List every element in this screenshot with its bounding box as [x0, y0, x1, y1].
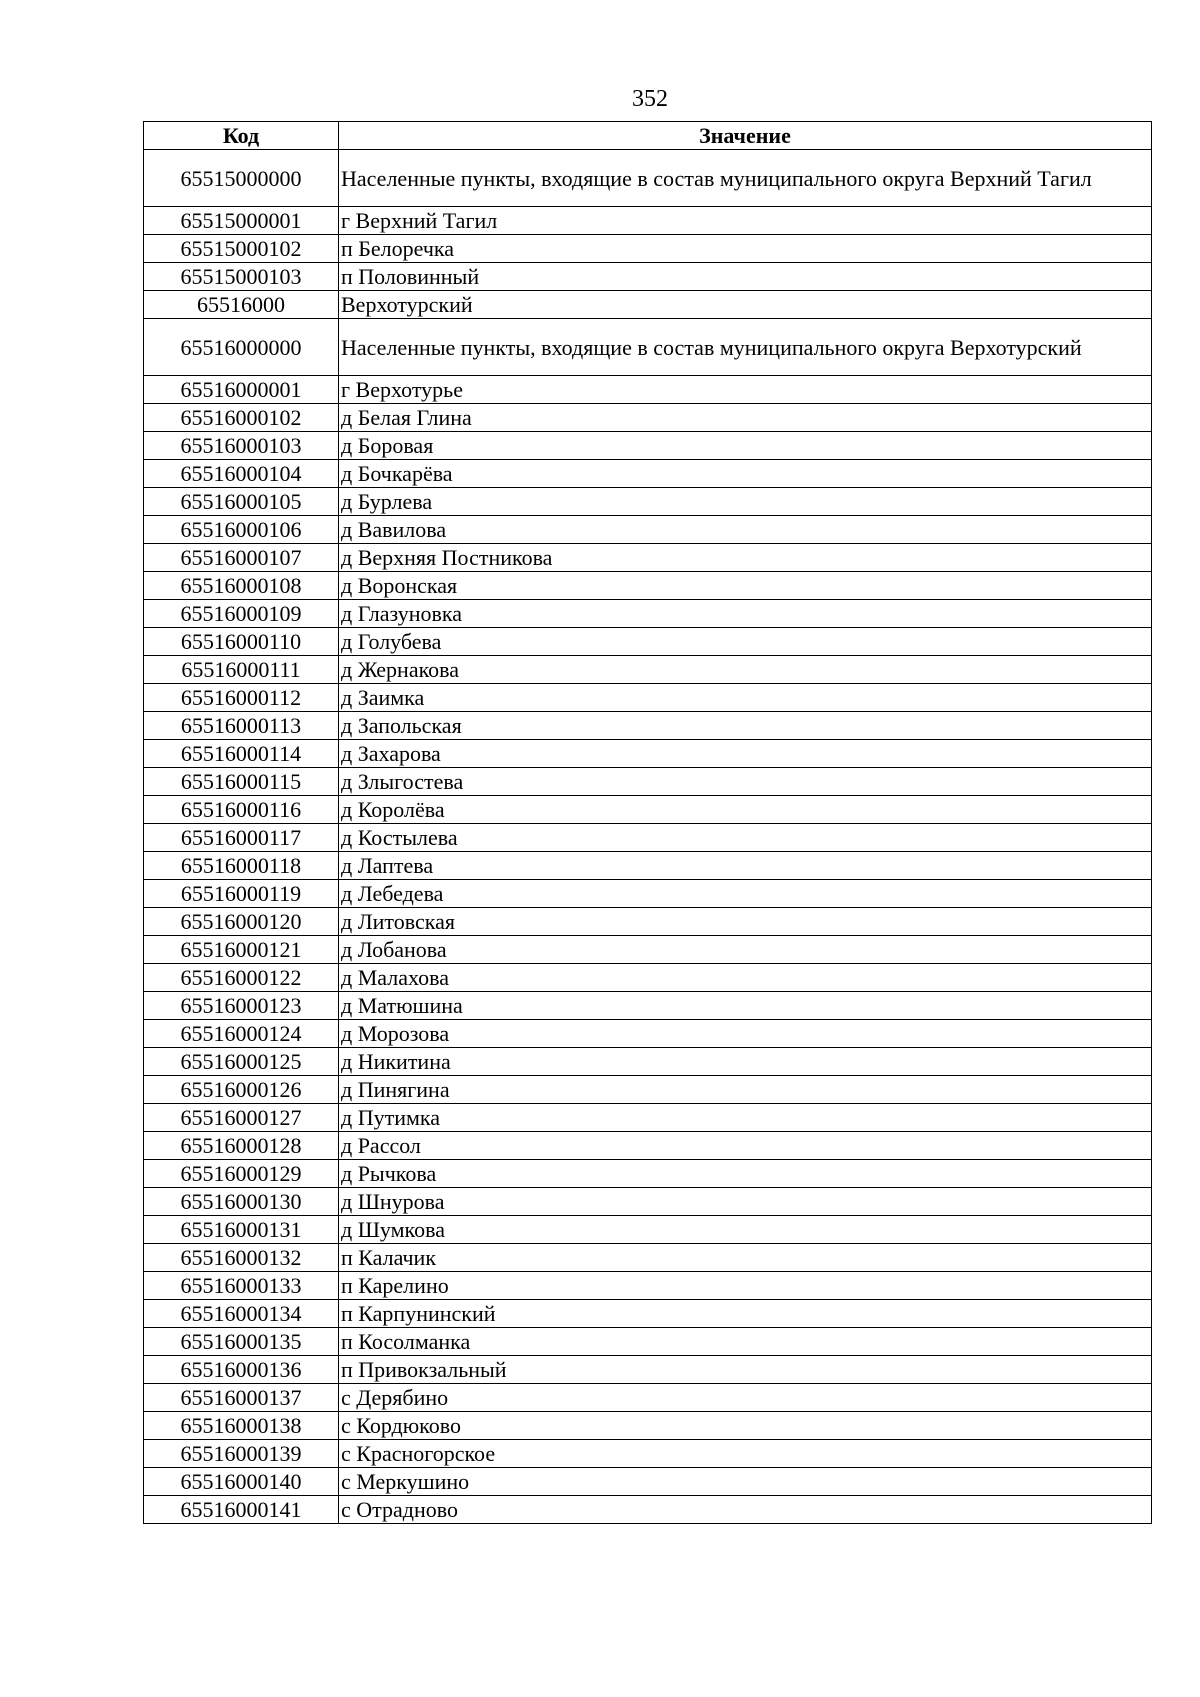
cell-code: 65516000121	[144, 936, 339, 964]
cell-code: 65516000112	[144, 684, 339, 712]
table-row	[144, 572, 1152, 600]
cell-value: д Бурлева	[339, 488, 1152, 516]
cell-value: г Верхний Тагил	[339, 207, 1152, 235]
cell-value: с Красногорское	[339, 1440, 1152, 1468]
cell-value: с Кордюково	[339, 1412, 1152, 1440]
cell-code: 65516000108	[144, 572, 339, 600]
cell-code: 65515000102	[144, 235, 339, 263]
cell-value: д Рычкова	[339, 1160, 1152, 1188]
table-row	[144, 1188, 1152, 1216]
table-row	[144, 319, 1152, 376]
column-header-code: Код	[144, 122, 339, 150]
table-row	[144, 1468, 1152, 1496]
cell-value: д Лобанова	[339, 936, 1152, 964]
table-row	[144, 460, 1152, 488]
table-row	[144, 1496, 1152, 1524]
column-header-value: Значение	[339, 122, 1152, 150]
cell-code: 65516000124	[144, 1020, 339, 1048]
table-row	[144, 936, 1152, 964]
cell-value: Верхотурский	[339, 291, 1152, 319]
cell-value: д Литовская	[339, 908, 1152, 936]
table-row	[144, 404, 1152, 432]
cell-code: 65516000123	[144, 992, 339, 1020]
cell-code: 65516000135	[144, 1328, 339, 1356]
cell-code: 65515000001	[144, 207, 339, 235]
cell-value: д Малахова	[339, 964, 1152, 992]
cell-value: д Заимка	[339, 684, 1152, 712]
cell-value: д Лебедева	[339, 880, 1152, 908]
table-row	[144, 1244, 1152, 1272]
cell-code: 65516000128	[144, 1132, 339, 1160]
cell-code: 65516000115	[144, 768, 339, 796]
cell-code: 65516000109	[144, 600, 339, 628]
cell-code: 65516000139	[144, 1440, 339, 1468]
table-row	[144, 1216, 1152, 1244]
table-header-row	[144, 122, 1152, 150]
cell-value: д Захарова	[339, 740, 1152, 768]
table-row	[144, 235, 1152, 263]
cell-value: п Карелино	[339, 1272, 1152, 1300]
cell-code: 65516000107	[144, 544, 339, 572]
cell-code: 65516000136	[144, 1356, 339, 1384]
cell-value: д Рассол	[339, 1132, 1152, 1160]
cell-value: д Матюшина	[339, 992, 1152, 1020]
cell-code: 65516000113	[144, 712, 339, 740]
cell-code: 65516000000	[144, 319, 339, 376]
table-row	[144, 1132, 1152, 1160]
cell-value: д Жернакова	[339, 656, 1152, 684]
cell-value: п Привокзальный	[339, 1356, 1152, 1384]
table-row	[144, 1356, 1152, 1384]
cell-code: 65516000134	[144, 1300, 339, 1328]
cell-value: д Воронская	[339, 572, 1152, 600]
cell-value: п Половинный	[339, 263, 1152, 291]
cell-code: 65516000141	[144, 1496, 339, 1524]
cell-value: д Белая Глина	[339, 404, 1152, 432]
table-row	[144, 1020, 1152, 1048]
cell-value: д Голубева	[339, 628, 1152, 656]
table-row	[144, 656, 1152, 684]
table-row	[144, 964, 1152, 992]
cell-code: 65515000103	[144, 263, 339, 291]
table-row	[144, 1412, 1152, 1440]
table-row	[144, 1440, 1152, 1468]
table-row	[144, 1104, 1152, 1132]
table-row	[144, 1384, 1152, 1412]
table-row	[144, 880, 1152, 908]
cell-code: 65516000127	[144, 1104, 339, 1132]
table-row	[144, 796, 1152, 824]
cell-code: 65516000125	[144, 1048, 339, 1076]
cell-code: 65515000000	[144, 150, 339, 207]
cell-value: Населенные пункты, входящие в состав муниципального округа Верхний Тагил	[339, 150, 1152, 207]
cell-value: д Пинягина	[339, 1076, 1152, 1104]
okato-table	[143, 121, 1152, 1524]
cell-value: д Шнурова	[339, 1188, 1152, 1216]
cell-value: п Белоречка	[339, 235, 1152, 263]
cell-value: д Злыгостева	[339, 768, 1152, 796]
cell-value: д Глазуновка	[339, 600, 1152, 628]
cell-value: Населенные пункты, входящие в состав муниципального округа Верхотурский	[339, 319, 1152, 376]
cell-code: 65516000110	[144, 628, 339, 656]
cell-value: с Отрадново	[339, 1496, 1152, 1524]
table-row	[144, 600, 1152, 628]
cell-code: 65516000137	[144, 1384, 339, 1412]
table-row	[144, 207, 1152, 235]
cell-value: д Никитина	[339, 1048, 1152, 1076]
cell-code: 65516000116	[144, 796, 339, 824]
cell-value: с Меркушино	[339, 1468, 1152, 1496]
cell-code: 65516000111	[144, 656, 339, 684]
table-row	[144, 628, 1152, 656]
cell-value: д Запольская	[339, 712, 1152, 740]
table-row	[144, 376, 1152, 404]
table-row	[144, 684, 1152, 712]
cell-code: 65516000105	[144, 488, 339, 516]
cell-code: 65516000122	[144, 964, 339, 992]
cell-code: 65516000001	[144, 376, 339, 404]
cell-value: д Боровая	[339, 432, 1152, 460]
cell-value: с Дерябино	[339, 1384, 1152, 1412]
table-row	[144, 544, 1152, 572]
table-row	[144, 908, 1152, 936]
table-row	[144, 516, 1152, 544]
table-row	[144, 1048, 1152, 1076]
table-row	[144, 150, 1152, 207]
cell-code: 65516000	[144, 291, 339, 319]
table-row	[144, 432, 1152, 460]
cell-code: 65516000103	[144, 432, 339, 460]
table-row	[144, 1160, 1152, 1188]
table-row	[144, 1328, 1152, 1356]
cell-code: 65516000129	[144, 1160, 339, 1188]
table-row	[144, 1300, 1152, 1328]
table-row	[144, 488, 1152, 516]
cell-value: д Костылева	[339, 824, 1152, 852]
cell-value: д Лаптева	[339, 852, 1152, 880]
cell-code: 65516000118	[144, 852, 339, 880]
cell-value: п Карпунинский	[339, 1300, 1152, 1328]
table-row	[144, 291, 1152, 319]
cell-value: д Путимка	[339, 1104, 1152, 1132]
table-row	[144, 263, 1152, 291]
cell-value: д Королёва	[339, 796, 1152, 824]
cell-code: 65516000120	[144, 908, 339, 936]
cell-value: д Морозова	[339, 1020, 1152, 1048]
cell-code: 65516000138	[144, 1412, 339, 1440]
cell-code: 65516000117	[144, 824, 339, 852]
cell-code: 65516000126	[144, 1076, 339, 1104]
cell-code: 65516000102	[144, 404, 339, 432]
cell-code: 65516000133	[144, 1272, 339, 1300]
table-row	[144, 1076, 1152, 1104]
cell-code: 65516000119	[144, 880, 339, 908]
cell-value: д Шумкова	[339, 1216, 1152, 1244]
page-number: 352	[632, 86, 668, 112]
cell-code: 65516000114	[144, 740, 339, 768]
table-row	[144, 992, 1152, 1020]
table-row	[144, 852, 1152, 880]
cell-value: д Вавилова	[339, 516, 1152, 544]
table-row	[144, 824, 1152, 852]
cell-value: д Бочкарёва	[339, 460, 1152, 488]
cell-code: 65516000131	[144, 1216, 339, 1244]
cell-code: 65516000104	[144, 460, 339, 488]
table-row	[144, 712, 1152, 740]
cell-code: 65516000106	[144, 516, 339, 544]
cell-code: 65516000140	[144, 1468, 339, 1496]
table-body	[144, 150, 1152, 1524]
table-row	[144, 740, 1152, 768]
table-row	[144, 768, 1152, 796]
cell-code: 65516000132	[144, 1244, 339, 1272]
cell-code: 65516000130	[144, 1188, 339, 1216]
cell-value: п Косолманка	[339, 1328, 1152, 1356]
cell-value: п Калачик	[339, 1244, 1152, 1272]
cell-value: г Верхотурье	[339, 376, 1152, 404]
table-row	[144, 1272, 1152, 1300]
cell-value: д Верхняя Постникова	[339, 544, 1152, 572]
